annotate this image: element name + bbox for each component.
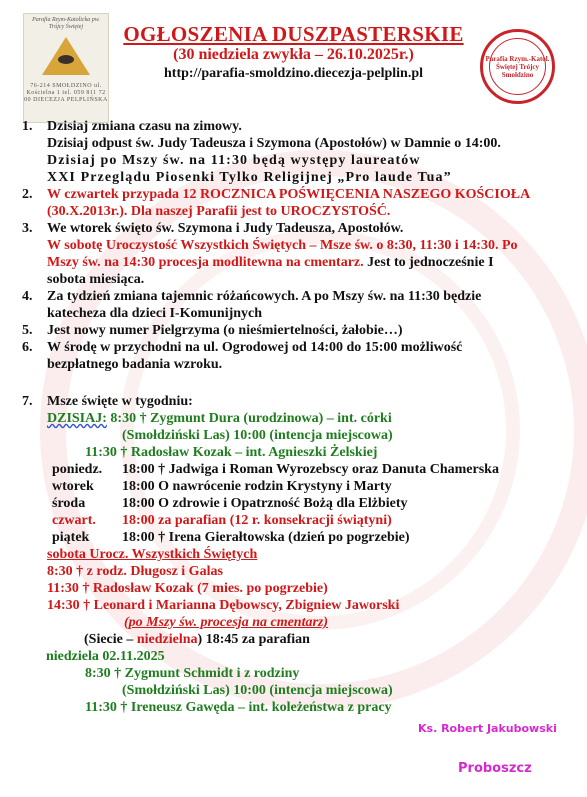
seal-text: Parafia Rzym.-Katol. Świętej Trójcy Smołdzino [485,55,550,79]
announcement-3 [22,220,562,288]
announcement-line: Dzisiaj odpust św. Judy Tadeusza i Szymona (Apostołów) w Damnie o 14:00. [47,136,501,151]
announcement-5 [22,322,562,339]
sunday-mass: 8:30 † Zygmunt Schmidt i z rodziny [85,666,300,681]
sunday-mass: 11:30 † Ireneusz Gawęda – int. koleżeństwa z pracy [85,700,392,715]
sunday-label: niedziela 02.11.2025 [46,649,165,664]
item-number: 4. [22,289,33,304]
mass-text: 18:00 † Irena Gierałtowska (dzień po pogrzebie) [122,530,410,545]
page-title: OGŁOSZENIA DUSZPASTERSKIE [123,22,464,46]
announcement-4 [22,288,562,322]
mass-today-3: 11:30 † Radosław Kozak – int. Agnieszki Żelskiej [85,445,378,460]
mass-day: środa [52,496,86,511]
announcement-line: We wtorek święto św. Szymona i Judy Tadeusza, Apostołów. [47,221,404,236]
announcement-2 [22,186,562,220]
announcement-line: Jest to jednocześnie I [363,255,494,270]
announcement-line: XXI Przeglądu Piosenki Tylko Religijnej „Pro laude Tua” [47,170,452,185]
mass-text: 8:30 † Zygmunt Dura (urodzinowa) – int. córki [106,411,392,426]
item-number: 1. [22,119,33,134]
today-label: DZISIAJ: [47,411,107,426]
announcement-line: Dzisiaj zmiana czasu na zimowy. [47,119,242,134]
siecie-mass [22,631,562,648]
announcement-line: Mszy św. na 14:30 procesja modlitewna na cmentarz. [47,255,364,270]
mass-text: 18:00 za parafian (12 r. konsekracji świątyni) [122,513,392,528]
announcement-7 [22,393,562,410]
mass-week-row [22,512,562,529]
saturday-mass: 8:30 † z rodz. Długosz i Galas [47,564,223,579]
saturday-mass: 11:30 † Radosław Kozak (7 mies. po pogrzebie) [47,581,328,596]
sunday-mass: (Smołdziński Las) 10:00 (intencja miejscowa) [122,683,393,698]
saturday-mass: 14:30 † Leonard i Marianna Dębowscy, Zbigniew Jaworski [47,598,400,613]
announcement-line: Za tydzień zmiana tajemnic różańcowych. A po Mszy św. na 11:30 będzie [47,289,482,304]
priest-signature: Ks. Robert Jakubowski [418,722,557,735]
announcement-line: W środę w przychodni na ul. Ogrodowej od 14:00 do 15:00 możliwość [47,340,463,355]
mass-today-1 [22,410,562,427]
announcement-6 [22,339,562,373]
announcement-1 [22,118,562,186]
mass-today-2: (Smołdziński Las) 10:00 (intencja miejscowa) [122,428,393,443]
announcement-line: Msze święte w tygodniu: [47,394,193,409]
parish-logo-bottom-text: 76-214 SMOŁDZINO ul. Kościelna 1 tel. 059 811 72 00 DIECEZJA PELPLIŃSKA [24,83,108,103]
announcement-line: W sobotę Uroczystość Wszystkich Świętych – Msze św. o 8:30, 11:30 i 14:30. Po [47,238,518,253]
siecie-day: niedzielna [136,632,198,647]
mass-week-row [22,529,562,546]
siecie-rest: ) 18:45 za parafian [197,632,310,647]
mass-day: wtorek [52,479,94,494]
mass-text: 18:00 O zdrowie i Opatrzność Bożą dla Elżbiety [122,496,408,511]
announcement-line: (30.X.2013r.). Dla naszej Parafii jest to UROCZYSTOŚĆ. [47,204,391,219]
mass-week-row [22,461,562,478]
mass-day: piątek [52,530,90,545]
siecie-label: (Siecie – [84,632,137,647]
announcement-line: W czwartek przypada 12 ROCZNICA POŚWIĘCENIA NASZEGO KOŚCIOŁA [47,187,531,202]
mass-text: 18:00 † Jadwiga i Roman Wyrozebscy oraz Danuta Chamerska [122,462,499,477]
item-number: 3. [22,221,33,236]
item-number: 6. [22,340,33,355]
mass-day: poniedz. [52,462,103,477]
saturday-procession-note: (po Mszy św. procesja na cmentarz) [124,615,329,630]
parish-url: http://parafia-smoldzino.diecezja-pelplin.pl [164,66,423,81]
item-number: 7. [22,394,33,409]
item-number: 5. [22,323,33,338]
announcement-line: sobota miesiąca. [47,272,145,287]
announcement-line: bezpłatnego badania wzroku. [47,357,223,372]
page-subtitle: (30 niedziela zwykła – 26.10.2025r.) [173,46,414,63]
mass-week-row [22,478,562,495]
item-number: 2. [22,187,33,202]
mass-week-row [22,495,562,512]
mass-text: 18:00 O nawrócenie rodzin Krystyny i Marty [122,479,392,494]
announcement-line: Jest nowy numer Pielgrzyma (o nieśmiertelności, żałobie…) [47,323,403,338]
parish-logo-top-text: Parafia Rzym-Katolicka pw. Trójcy Świętej [32,17,100,30]
priest-role: Proboszcz [458,761,532,776]
mass-day: czwart. [52,513,96,528]
saturday-label: sobota Urocz. Wszystkich Świętych [47,547,258,562]
announcements-list [22,118,562,716]
announcement-line: Dzisiaj po Mszy św. na 11:30 będą występy laureatów [47,153,421,168]
announcement-line: katecheza dla dzieci I-Komunijnych [47,306,263,321]
